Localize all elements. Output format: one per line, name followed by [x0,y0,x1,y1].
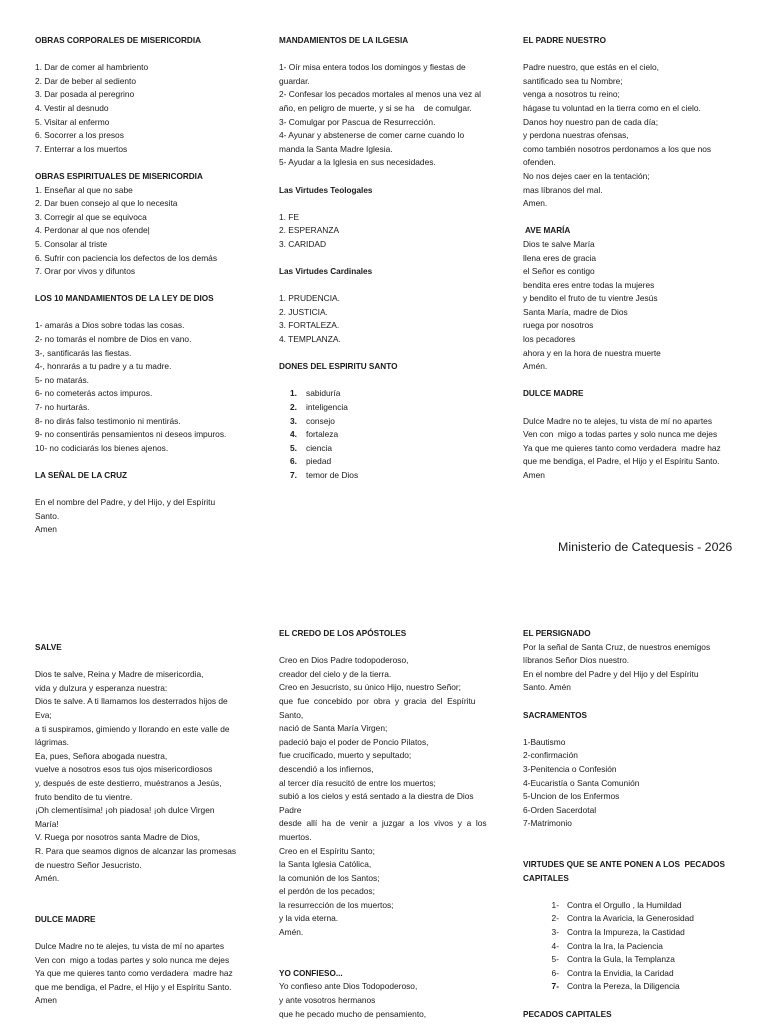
list-number: 7. [290,470,297,480]
list-number: 3. [290,415,297,426]
prayer-line: No nos dejes caer en la tentación; [523,170,650,181]
prayer-line: Padre nuestro, que estás en el cielo, [523,62,659,73]
prayer-line: Ven con migo a todas partes y solo nunca me dejes [523,429,718,440]
prayer-line: Amén. [35,873,60,884]
list-item: 1- amarás a Dios sobre todas las cosas. [35,320,185,331]
list-item: 6. Socorrer a los presos [35,130,124,141]
prayer-line: que me bendiga, el Padre, el Hijo y el Espíritu Santo. [523,456,720,467]
prayer-line: los pecadores [523,334,576,345]
prayer-line: la resurrección de los muertos; [279,899,394,910]
column-3-bottom [523,627,753,1021]
prayer-line: ruega por nosotros [523,320,594,331]
prayer-line: subió a los cielos y está sentado a la diestra de Dios [279,791,474,802]
prayer-line: Dios te salve, Reina y Madre de misericordia, [35,669,204,680]
prayer-line: líbranos Señor Dios nuestro. [523,655,630,666]
prayer-line: Creo en Dios Padre todopoderoso, [279,655,409,666]
list-item [279,455,509,469]
text-line: 4- Ayunar y abstenerse de comer carne cuando lo [279,130,465,141]
list-item: 3. Corregir al que se equivoca [35,211,147,222]
list-text: sabiduría [306,388,341,399]
prayer-line: R. Para que seamos dignos de alcanzar las promesas [35,845,237,856]
prayer-line: Amen [35,995,57,1006]
list-item: 3. CARIDAD [279,238,327,249]
text-line: guardar. [279,75,310,86]
prayer-line: de nuestro Señor Jesucristo. [35,859,142,870]
list-item [279,415,509,429]
prayer-line: Dulce Madre no te alejes, tu vista de mí no apartes [35,941,225,952]
section-title-credo: EL CREDO DE LOS APÓSTOLES [279,629,407,638]
prayer-line: Ea, pues, Señora abogada nuestra, [35,750,168,761]
prayer-line: y perdona nuestras ofensas, [523,130,629,141]
list-item [523,912,753,926]
section-title-persignado: EL PERSIGNADO [523,629,591,638]
list-item: 5. Consolar al triste [35,238,108,249]
list-item: 2-confirmación [523,750,578,761]
prayer-line: Ya que me quieres tanto como verdadera madre haz [523,442,721,453]
prayer-line: la comunión de los Santos; [279,872,380,883]
list-number: 5. [290,442,297,453]
list-number: 4. [290,429,297,440]
list-text: Contra la Envidia, la Caridad [567,967,674,978]
prayer-line: En el nombre del Padre y del Hijo y del Espíritu [523,668,699,679]
section-title-padre-nuestro: EL PADRE NUESTRO [523,36,606,45]
list-item: 5. Visitar al enfermo [35,116,110,127]
list-text: Contra el Orgullo , la Humildad [567,899,682,910]
prayer-line: Danos hoy nuestro pan de cada día; [523,116,659,127]
list-text: piedad [306,456,332,467]
prayer-line: como también nosotros perdonamos a los que nos [523,143,712,154]
list-number: 6- [551,967,559,978]
section-title-dulce-madre-2: DULCE MADRE [35,914,96,924]
section-title-sacramentos: SACRAMENTOS [523,710,587,720]
column-3-top [523,34,753,483]
prayer-line: Padre [279,804,302,815]
list-item: 4-, honrarás a tu padre y a tu madre. [35,361,172,372]
list-number: 3- [551,927,559,938]
prayer-line: Amén. [279,927,304,938]
list-number: 1- [551,899,559,910]
list-text: Contra la Impureza, la Castidad [567,927,685,938]
list-item [523,899,753,913]
list-item: 3-, santificarás las fiestas. [35,347,132,358]
list-item: 2. JUSTICIA. [279,306,328,317]
prayer-line: Creo en Jesucristo, su único Hijo, nuestro Señor; [279,682,462,693]
list-item [279,401,509,415]
prayer-line: desde allí ha de venir a juzgar a los vivos y a los [279,818,487,829]
list-item: 1. FE [279,211,300,222]
text-line: 5- Ayudar a la Iglesia en sus necesidades. [279,157,436,168]
list-item: 7- no hurtarás. [35,402,90,413]
list-item: 8- no dirás falso testimonio ni mentirás. [35,415,181,426]
section-title-pecados-capitales: PECADOS CAPITALES [523,1009,612,1019]
prayer-line: Por la señal de Santa Cruz, de nuestros enemigos [523,641,711,652]
list-item: 2- no tomarás el nombre de Dios en vano. [35,334,192,345]
list-item [523,967,753,981]
prayer-line: Yo confieso ante Dios Todopoderoso, [279,981,418,992]
list-number: 6. [290,456,297,467]
section-title-mandamientos-dios: LOS 10 MANDAMIENTOS DE LA LEY DE DIOS [35,294,214,304]
prayer-line: mas líbranos del mal. [523,184,603,195]
list-text: Contra la Avaricia, la Generosidad [567,913,694,924]
list-number: 5- [551,954,559,965]
prayer-line: ahora y en la hora de nuestra muerte [523,347,661,358]
list-number: 1. [290,388,297,399]
section-title-dulce-madre: DULCE MADRE [523,389,584,399]
prayer-line: fue crucificado, muerto y sepultado; [279,750,412,761]
list-item: 5-Uncion de los Enfermos [523,791,620,802]
prayer-line: Amén. [523,361,548,372]
list-item [523,926,753,940]
prayer-line: venga a nosotros tu reino; [523,89,620,100]
list-item: 4-Eucaristía o Santa Comunión [523,777,640,788]
list-item [279,469,509,483]
list-item [279,442,509,456]
prayer-line: a ti suspiramos, gimiendo y llorando en este valle de [35,723,230,734]
section-title-virtudes-cardinales: Las Virtudes Cardinales [279,267,373,277]
prayer-line: vuelve a nosotros esos tus ojos misericordiosos [35,764,213,775]
text-line: manda la Santa Madre Iglesia. [279,143,393,154]
list-item: 6. Sufrir con paciencia los defectos de los demás [35,252,218,263]
list-item: 1. PRUDENCIA. [279,293,340,304]
prayer-line: y ante vosotros hermanos [279,995,376,1006]
list-item: 3. FORTALEZA. [279,320,340,331]
prayer-line: descendió a los infiernos, [279,763,374,774]
list-item: 1. Enseñar al que no sabe [35,184,133,195]
section-title-dones: DONES DEL ESPIRITU SANTO [279,362,398,372]
prayer-line: ¡Oh clementísima! ¡oh piadosa! ¡oh dulce Virgen [35,805,215,816]
prayer-line: santificado sea tu Nombre; [523,75,623,86]
list-text: consejo [306,415,335,426]
list-item: 2. ESPERANZA [279,225,340,236]
list-item [279,387,509,401]
list-item: 1. Dar de comer al hambriento [35,62,149,73]
list-item [523,940,753,954]
prayer-line: Santo. Amén [523,682,571,693]
text-line: 1- Oír misa entera todos los domingos y fiestas de [279,62,466,73]
list-item: 3-Penitencia o Confesión [523,763,617,774]
list-item: 6- no cometerás actos impuros. [35,388,153,399]
list-item: 10- no codiciarás los bienes ajenos. [35,442,169,453]
list-text: fortaleza [306,429,339,440]
prayer-line: y la vida eterna. [279,913,339,924]
section-title-virtudes-pecados-cont: CAPITALES [523,873,569,883]
prayer-line: bendita eres entre todas la mujeres [523,279,655,290]
text-line: 3- Comulgar por Pascua de Resurrección. [279,116,436,127]
prayer-line: y, después de este destierro, muéstranos a Jesús, [35,777,222,788]
prayer-line: Ven con migo a todas partes y solo nunca me dejes [35,954,230,965]
prayer-line: que he pecado mucho de pensamiento, [279,1008,427,1019]
list-item: 7. Orar por vivos y difuntos [35,266,136,277]
prayer-line: al tercer día resucitó de entre los muertos; [279,777,436,788]
section-title-yo-confieso: YO CONFIESO... [279,968,343,978]
prayer-line: muertos. [279,831,312,842]
prayer-line: En el nombre del Padre, y del Hijo, y del Espíritu [35,497,216,508]
list-item: 2. Dar de beber al sediento [35,75,137,86]
prayer-line: Dios te salve María [523,238,595,249]
section-title-virtudes-pecados: VIRTUDES QUE SE ANTE PONEN A LOS PECADOS [523,860,725,870]
section-title-salve: SALVE [35,643,62,652]
list-text: Contra la Gula, la Templanza [567,954,675,965]
list-item: 4. TEMPLANZA. [279,334,341,345]
column-2-top [279,34,509,483]
prayer-line: V. Ruega por nosotros santa Madre de Dios, [35,832,200,843]
list-item: 4. Vestir al desnudo [35,102,109,113]
list-item: 6-Orden Sacerdotal [523,804,597,815]
prayer-line: Dulce Madre no te alejes, tu vista de mí no apartes [523,415,713,426]
section-title-virtudes-teologales: Las Virtudes Teologales [279,185,373,195]
list-text: Contra la Pereza, la Diligencia [567,981,680,992]
prayer-line: ofenden. [523,157,556,168]
prayer-line: Eva; [35,709,52,720]
prayer-line: Amen [523,470,545,480]
column-2-bottom [279,627,509,1021]
list-item: 4. Perdonar al que nos ofende| [35,225,150,236]
section-title-ave-maria: AVE MARÍA [523,226,571,236]
list-item [523,980,753,994]
section-title-obras-corporales: OBRAS CORPORALES DE MISERICORDIA [35,36,202,45]
prayer-line: creador del cielo y de la tierra. [279,668,392,679]
prayer-line: padeció bajo el poder de Poncio Pilatos, [279,736,429,747]
list-text: temor de Dios [306,470,359,480]
prayer-line: y bendito el fruto de tu vientre Jesús [523,293,658,304]
list-item: 1-Bautismo [523,736,566,747]
list-item [523,953,753,967]
column-1-bottom [35,641,265,1008]
list-item: 7. Enterrar a los muertos [35,143,128,154]
prayer-line: Santa María, madre de Dios [523,306,628,317]
prayer-line: fruto bendito de tu vientre. [35,791,133,802]
prayer-line: Creo en el Espíritu Santo; [279,845,375,856]
text-line: año, en peligro de muerte, y si se ha de comulgar. [279,102,472,113]
list-item: 2. Dar buen consejo al que lo necesita [35,198,178,209]
prayer-line: el perdón de los pecados; [279,886,375,897]
prayer-line: Santo, [279,709,304,720]
list-number: 4- [551,940,559,951]
prayer-line: Dios te salve. A ti llamamos los desterrados hijos de [35,696,228,707]
prayer-line: Santo. [35,510,60,521]
prayer-line: la Santa Iglesia Católica, [279,859,372,870]
footer-ministerio: Ministerio de Catequesis - 2026 [558,540,733,554]
prayer-line: Amen [35,524,57,535]
prayer-line: lágrimas. [35,737,69,748]
list-text: inteligencia [306,402,348,413]
list-number: 2. [290,402,297,413]
prayer-line: Amen. [523,198,548,209]
prayer-line: llena eres de gracia [523,252,597,263]
prayer-line: el Señor es contigo [523,266,595,277]
list-item: 3. Dar posada al peregrino [35,89,135,100]
prayer-line: nació de Santa María Virgen; [279,723,388,734]
section-title-obras-espirituales: OBRAS ESPIRITUALES DE MISERICORDIA [35,171,203,181]
list-text: ciencia [306,442,333,453]
section-title-mandamientos-iglesia: MANDAMIENTOS DE LA ILGESIA [279,36,409,45]
list-item: 9- no consentirás pensamientos ni deseos impuros. [35,429,227,440]
prayer-line: vida y dulzura y esperanza nuestra: [35,682,168,693]
column-1-top [35,34,265,537]
prayer-line: que me bendiga, el Padre, el Hijo y el Espíritu Santo. [35,981,232,992]
list-item [279,428,509,442]
prayer-line: que fue concebido por obra y gracia del Espíritu [279,695,476,706]
text-line: 2- Confesar los pecados mortales al menos una vez al [279,89,482,100]
prayer-line: Ya que me quieres tanto como verdadera madre haz [35,968,233,979]
list-item: 7-Matrimonio [523,818,572,829]
section-title-senal-cruz: LA SEÑAL DE LA CRUZ [35,471,128,480]
list-text: Contra la Ira, la Paciencia [567,940,663,951]
prayer-line: hágase tu voluntad en la tierra como en el cielo. [523,102,701,113]
list-number: 2- [551,913,559,924]
prayer-line: María! [35,818,59,829]
list-item: 5- no matarás. [35,374,89,385]
list-number: 7- [551,981,559,992]
